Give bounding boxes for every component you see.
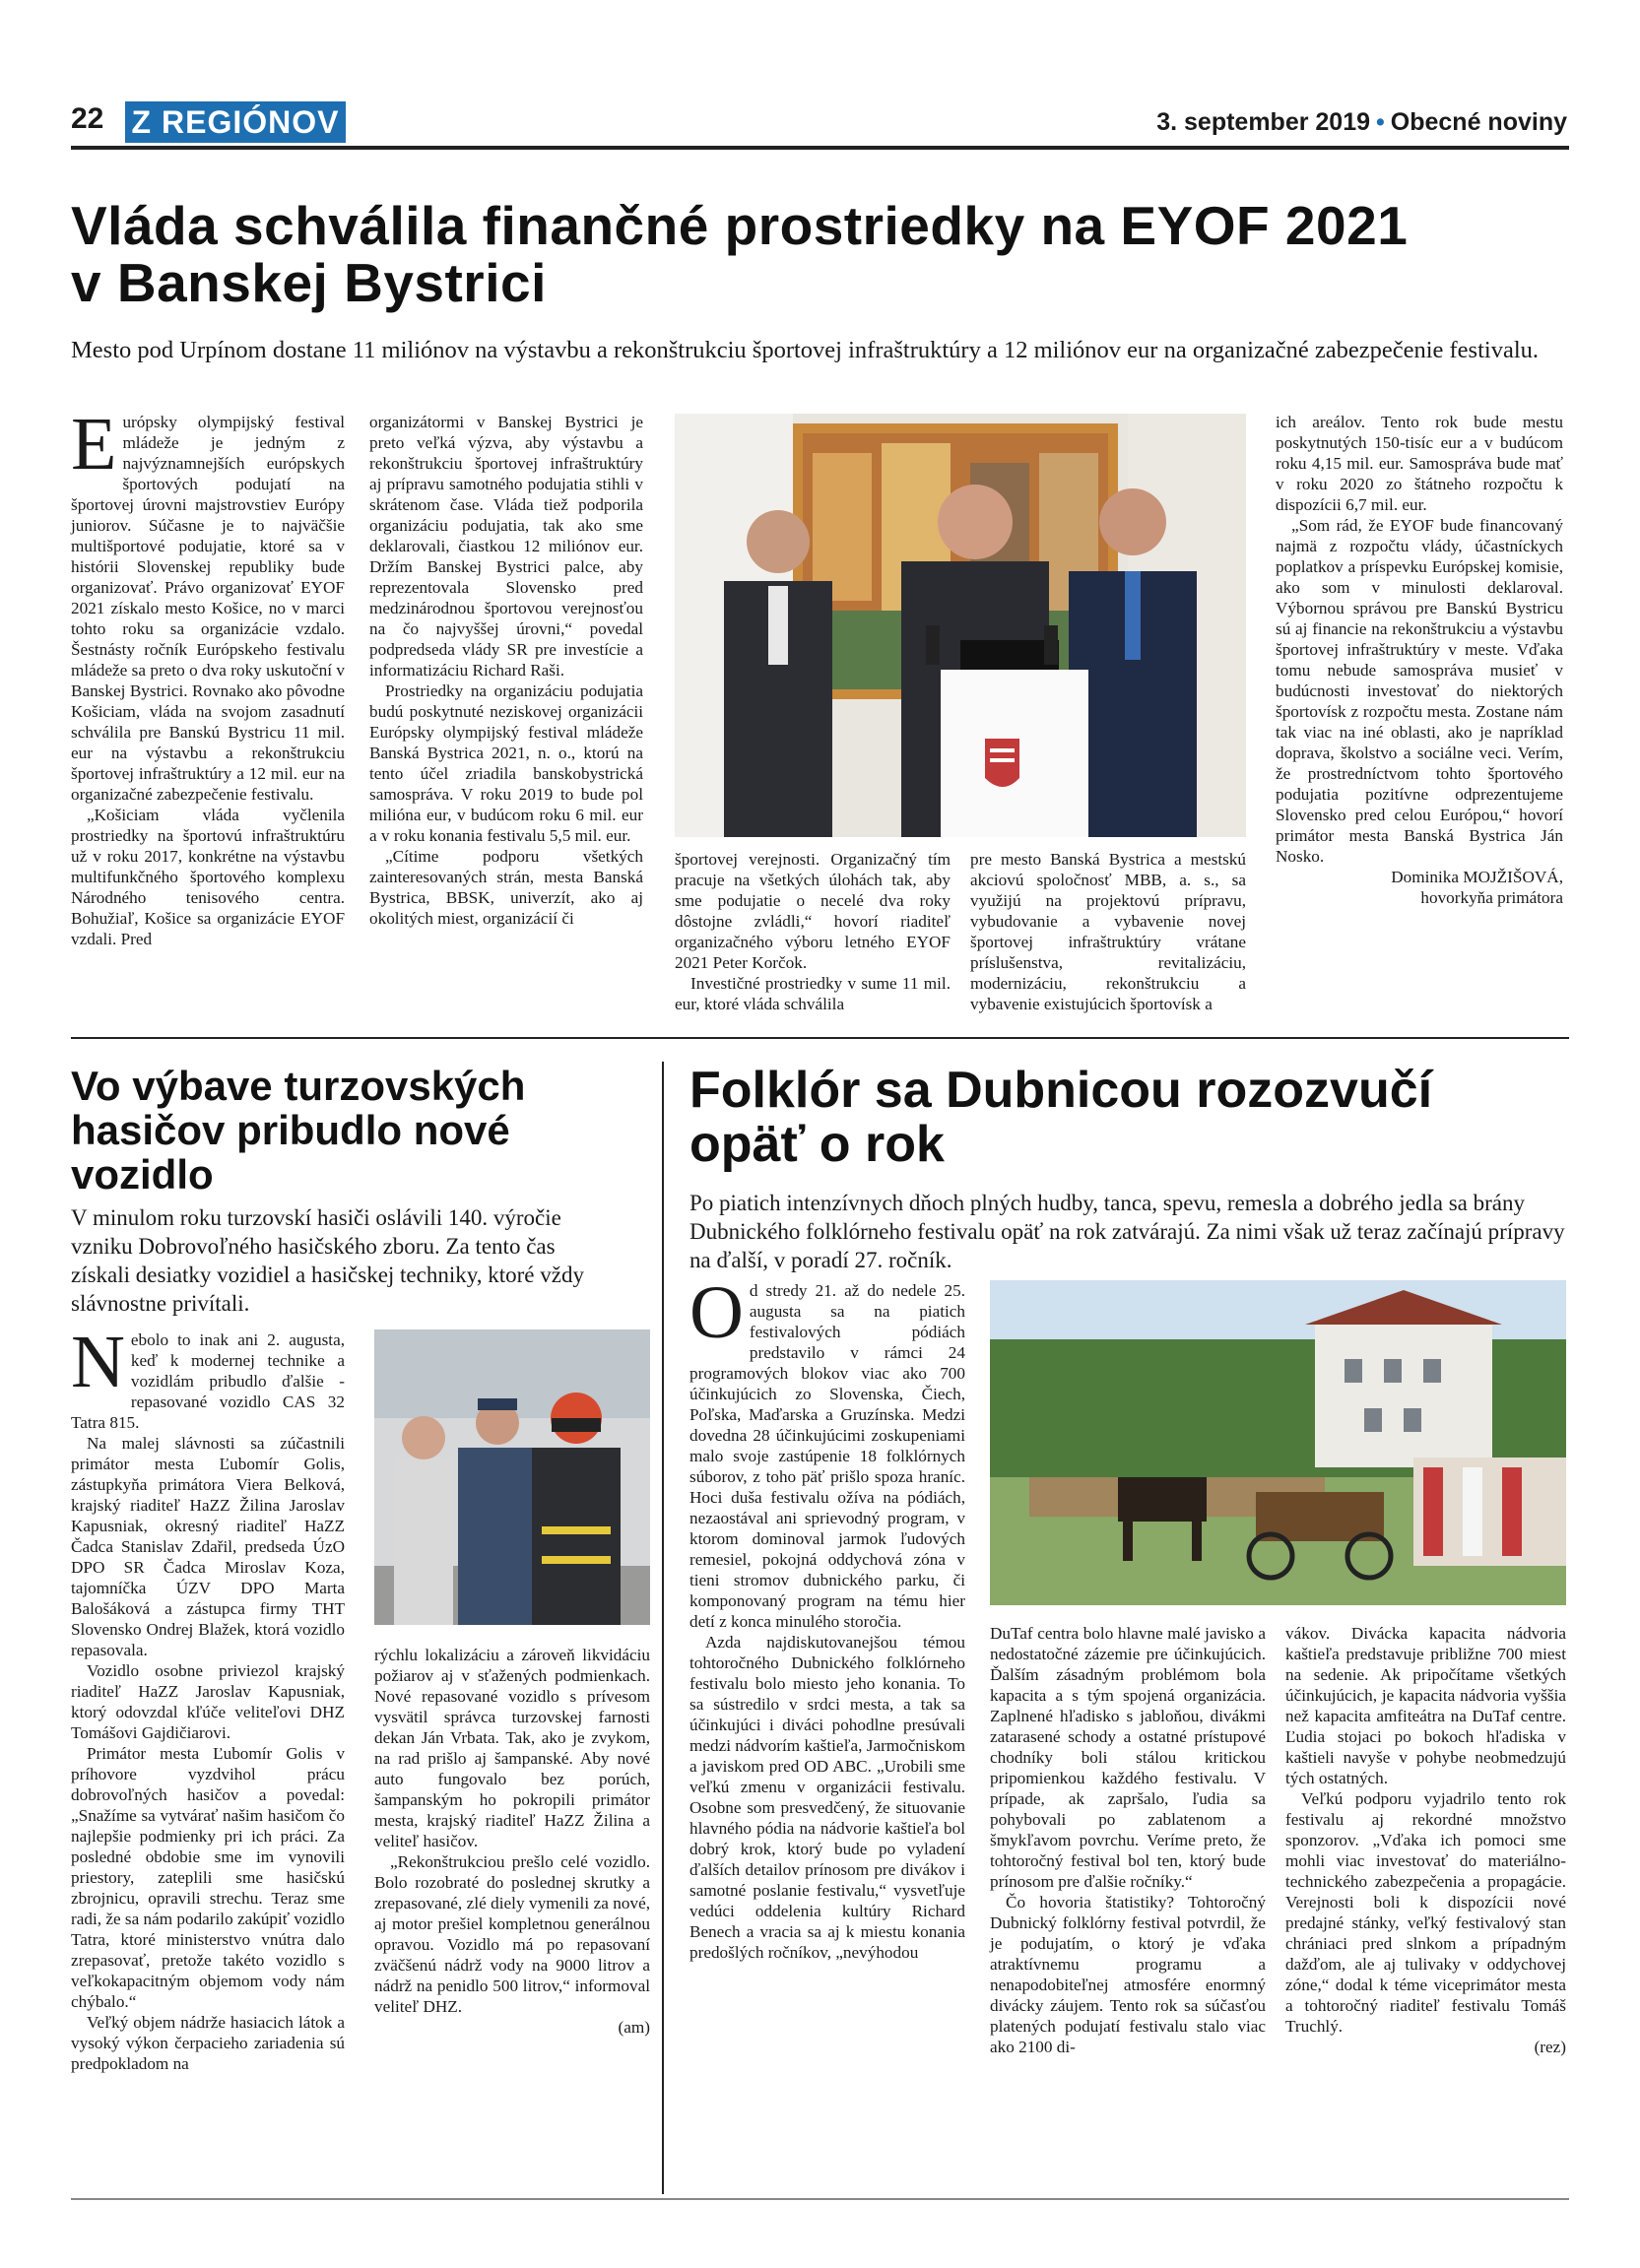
paragraph: Čo hovoria štatistiky? Tohtoročný Dubnický folklórny festival potvrdil, že je podujatím, o ktorý je vďaka atraktívnemu programu a nenapodobiteľnej atmosfére enormný divácky záujem. Tento rok sa súčasťou platených podujatí festivalu stalo viac ako 2100 di- — [990, 1893, 1266, 2056]
dropcap: E — [71, 403, 117, 486]
section-label: Z REGIÓNOV — [125, 101, 346, 143]
paragraph: Investičné prostriedky v sume 11 mil. eur, ktoré vláda schválila — [675, 974, 951, 1013]
article1-column-1 — [71, 403, 345, 949]
paragraph: ebolo to inak ani 2. augusta, keď k modernej technike a vozidlám pribudlo ďalšie - repasované vozidlo CAS 32 Tatra 815. — [71, 1330, 345, 1432]
article3-lead: Po piatich intenzívnych dňoch plných hudby, tanca, spevu, remesla a dobrého jedla sa brány Dubnického folklórneho festivalu opäť na rok zatvárajú. Za nimi však už teraz začínajú prípravy na ďalší, v poradí 27. ročník. — [689, 1191, 1565, 1272]
paragraph: „Som rád, že EYOF bude financovaný najmä z rozpočtu vlády, účastníckych poplatkov a príspevku Európskej komisie, ako som v minulosti deklaroval. Výbornou správou pre Banskú Bystricu sú aj financie na rekonštrukciu a výstavbu športovej infraštruktúry v meste. Vďaka tomu nebude samospráva musieť v budúcnosti investovať do niektorých športovísk z rozpočtu mesta. Zostane nám tak viac na iné oblasti, ako je napríklad doprava, školstvo a sociálne veci. Verím, že prostredníctvom tohto športového podujatia pozitívne odprezentujeme Slovensko pred celou Európou,“ hovorí primátor mesta Banská Bystrica Ján Nosko. — [1276, 516, 1563, 866]
paragraph: Na malej slávnosti sa zúčastnili primátor mesta Ľubomír Golis, zástupkyňa primátora Viera Belková, krajský riaditeľ HaZZ Žilina Jaroslav Kapusniak, okresný riaditeľ HaZZ Čadca Stanislav Zdařil, predseda ÚzO DPO SR Čadca Miroslav Koza, tajomníčka ÚZV DPO Marta Balošáková a zástupca firmy THT Slovensko Ondrej Blažek, ktorá vozidlo repasovala. — [71, 1434, 345, 1659]
paragraph: športovej verejnosti. Organizačný tím pracuje na všetkých úlohách tak, aby sme podujatie o necelé dva roky dôstojne zvládli,“ hovorí riaditeľ organizačného výboru letného EYOF 2021 Peter Korčok. — [675, 850, 951, 972]
footer-rule — [71, 2198, 1569, 2200]
paragraph: Vozidlo osobne priviezol krajský riaditeľ HaZZ Jaroslav Kapusniak, ktorý odovzdal kľúče veliteľovi DHZ Tomášovi Gajdičiarovi. — [71, 1661, 345, 1742]
page-number: 22 — [71, 102, 104, 135]
paragraph: urópsky olympijský festival mládeže je jedným z najvýznamnejších európskych športových podujatí na športovej úrovni majstrovstiev Európy juniorov. Súčasne je to najväčšie multišportové podujatie, ktoré sa v histórii Slovenskej republiky bude organizovať. Právo organizovať EYOF 2021 získalo mesto Košice, no v marci tohto roku sa organizácie vzdalo. Šestnásty ročník Európskeho festivalu mládeže sa preto o dva roky uskutoční v Banskej Bystrici. Rovnako ako pôvodne Košiciam, vláda na svojom zasadnutí schválila pre Banskú Bystricu 11 mil. eur na výstavbu a rekonštrukciu športovej infraštruktúry a 12 mil. eur na organizačné zabezpečenie festivalu. — [71, 413, 345, 804]
article1-column-2 — [369, 412, 643, 929]
article1-column-5 — [1276, 412, 1563, 908]
author-role: hovorkyňa primátora — [1420, 888, 1563, 907]
paragraph: organizátormi v Banskej Bystrici je preto veľká výzva, aby výstavbu a rekonštrukciu športovej infraštruktúry aj prípravu samotného podujatia stihli v skrátenom čase. Vláda tiež podporila organizáciu podujatia, tak ako sme deklarovali, čiastkou 12 miliónov eur. Držím Banskej Bystrici palce, aby reprezentovala Slovensko pred medzinárodnou športovou verejnosťou na čo najvyššej úrovni,“ povedal podpredseda vlády SR pre investície a informatizáciu Richard Raši. — [369, 413, 643, 680]
paragraph: d stredy 21. až do nedele 25. augusta sa na piatich festivalových pódiách predstavilo v rámci 24 programových blokov viac ako 700 účinkujúcich zo Slovenska, Čiech, Poľska, Maďarska a Gruzínska. Medzi dovedna 28 účinkujúcimi zoskupeniami malo svoje zastúpenie 18 folklórnych súborov, z toho päť prišlo spoza hraníc. Hoci duša festivalu ožíva na pódiách, nezaostával ani sprievodný program, v ktorom dominoval jarmok ľudových remesiel, pokojná oddychová zóna v tieni stromov dubnického parku, či komponovaný program na tému hier detí z konca minulého storočia. — [689, 1281, 965, 1631]
article3-column-3 — [1285, 1623, 1566, 2057]
article2-title: Vo výbave turzovských hasičov pribudlo nové vozidlo — [71, 1063, 526, 1198]
dropcap: N — [71, 1321, 125, 1403]
paragraph: vákov. Divácka kapacita nádvoria kaštieľa predstavuje približne 700 miest na sedenie. Ak pripočítame všetkých účinkujúcich, je kapacita nádvoria vyššia než kapacita amfiteátra na DuTaf centre. Ľudia stojaci po bokoch hľadiska v kaštieli navyše v pohybe neobmedzujú tých ostatných. — [1285, 1624, 1566, 1787]
author-signature: (rez) — [1534, 2038, 1566, 2056]
issue-info — [1156, 108, 1567, 137]
paragraph: Primátor mesta Ľubomír Golis v príhovore vyzdvihol prácu dobrovoľných hasičov a povedal: „Snažíme sa vytvárať našim hasičom čo najlepšie podmienky pri ich práci. Za posledné obdobie sme im vynovili priestory, zateplili sme hasičskú zbrojnicu, opravili strechu. Teraz sme radi, že sa nám podarilo zakúpiť vozidlo Tatra, ktoré ministerstvo vnútra dalo zrepasovať, pretože takéto vozidlo s veľkokapacitným objemom vody nám chýbalo.“ — [71, 1744, 345, 2011]
column-divider — [662, 1062, 664, 2194]
article1-title-line2: v Banskej Bystrici — [71, 252, 547, 313]
paragraph: pre mesto Banská Bystrica a mestskú akciovú spoločnosť MBB, a. s., sa využijú na projektovú prípravu, vybudovanie a vybavenie novej športovej infraštruktúry vrátane príslušenstva, revitalizáciu, modernizáciu, rekonštrukciu a vybavenie existujúcich športovísk a — [970, 850, 1246, 1013]
paragraph: Azda najdiskutovanejšou témou tohtoročného Dubnického folklórneho festivalu bolo miesto jeho konania. To sa sústredilo v srdci mesta, a tak sa účinkujúci i diváci pohodlne presúvali medzi nádvorím kaštieľa, Jarmočniskom a javiskom pred OD ABC. „Urobili sme veľkú zmenu v organizácii festivalu. Osobne som presvedčený, že situovanie hlavného pódia na nádvorie kaštieľa bol dobrý krok, ktorý bude po vyladení ďalších detailov prínosom pre divákov i samotné poslanie festivalu,“ vysvetľuje vedúci oddelenia kultúry Richard Benech a vracia sa aj k miestu konania predošlých ročníkov, „nevýhodou — [689, 1633, 966, 1962]
article1-column-4 — [970, 849, 1246, 1014]
article-divider — [71, 1037, 1569, 1039]
article3-column-1 — [689, 1271, 966, 1963]
paragraph: Prostriedky na organizáciu podujatia budú poskytnuté neziskovej organizácii Európsky olympijský festival mládeže Banská Bystrica 2021, n. o., ktorú na tento účel zriadila banskobystrická samospráva. V roku 2019 to bude pol milióna eur, v budúcom roku 6 mil. eur a v roku konania festivalu 5,5 mil. eur. — [369, 681, 643, 845]
article1-lead: Mesto pod Urpínom dostane 11 miliónov na výstavbu a rekonštrukciu športovej infraštruktúry a 12 miliónov eur na organizačné zabezpečenie festivalu. — [71, 337, 1540, 363]
dropcap: O — [689, 1271, 744, 1354]
author-signature: (am) — [618, 2018, 650, 2037]
author-signature: Dominika MOJŽIŠOVÁ, — [1391, 868, 1563, 886]
bullet-separator: • — [1376, 108, 1385, 136]
press-conference-photo — [675, 414, 1246, 837]
paragraph: DuTaf centra bolo hlavne malé javisko a nedostatočné zázemie pre účinkujúcich. Ďalším zásadným problémom bola kapacita a s tým spojená organizácia. Zaplnené hľadisko s jabloňou, divákmi zatarasené schody a ostatné prístupové chodníky boli stálou kritickou pripomienkou každého festivalu. V prípade, ak zapršalo, ľudia sa pohybovali po zablatenom a šmykľavom povrchu. Veríme preto, že tohtoročný festival bol ten, ktorý bude prínosom pre ďalšie ročníky.“ — [990, 1624, 1266, 1891]
header-rule — [71, 146, 1569, 150]
paragraph: „Košiciam vláda vyčlenila prostriedky na športovú infraštruktúru už v roku 2017, konkrétne na výstavbu multifunkčného športového komplexu Národného tenisového centra. Bohužiaľ, Košice sa organizácie EYOF vzdali. Pred — [71, 806, 345, 948]
article3-column-2 — [990, 1623, 1266, 2057]
issue-date: 3. september 2019 — [1156, 108, 1371, 136]
paragraph: „Rekonštrukciou prešlo celé vozidlo. Bolo rozobraté do poslednej skrutky a zrepasované, zlé diely vymenili za nové, aj motor prešiel kompletnou generálnou opravou. Vozidlo má po repasovaní zväčšenú nádrž vody na 9000 litrov a nádrž na penidlo 500 litrov,“ informoval veliteľ DHZ. — [374, 1852, 650, 2016]
paragraph: „Cítime podporu všetkých zainteresovaných strán, mesta Banská Bystrica, BBSK, univerzít, ako aj okolitých miest, organizácií či — [369, 847, 643, 928]
article1-title-line1: Vláda schválila finančné prostriedky na EYOF 2021 — [71, 195, 1409, 256]
article2-column-1 — [71, 1321, 345, 2074]
firefighters-photo — [374, 1329, 650, 1625]
article2-lead: V minulom roku turzovskí hasiči oslávili 140. výročie vzniku Dobrovoľného hasičského zboru. Za tento čas získali desiatky vozidiel a hasičskej techniky, ktoré vždy slávnostne privítali. — [71, 1205, 584, 1316]
article1-column-3 — [675, 849, 951, 1014]
paragraph: Veľkú podporu vyjadrilo tento rok festivalu aj rekordné množstvo sponzorov. „Vďaka ich pomoci sme mohli viac investovať do materiálno-technického zabezpečenia a propagácie. Verejnosti boli k dispozícii nové predajné stánky, veľký festivalový stan chrániaci pred slnkom a prípadným dažďom, ale aj tulivaky v oddychovej zóne,“ dodal k téme viceprimátor mesta a tohtoročný riaditeľ festivalu Tomáš Truchlý. — [1285, 1789, 1566, 2036]
paragraph: rýchlu lokalizáciu a zároveň likvidáciu požiarov aj v sťažených podmienkach. Nové repasované vozidlo s prívesom vysvätil správca turzovskej farnosti dekan Ján Vrbata. Tak, ako je zvykom, na rad prišlo aj šampanské. Aby nové auto fungovalo bez porúch, šampanským ho pokropili primátor mesta, krajský riaditeľ HaZZ Žilina a veliteľ hasičov. — [374, 1646, 650, 1850]
publication-name: Obecné noviny — [1390, 108, 1567, 136]
paragraph: Veľký objem nádrže hasiacich látok a vysoký výkon čerpacieho zariadenia sú predpokladom na — [71, 2013, 345, 2073]
festival-photo — [990, 1280, 1566, 1605]
paragraph: ich areálov. Tento rok bude mestu poskytnutých 150-tisíc eur a v budúcom roku 4,15 mil. eur. Samospráva bude mať v roku 2020 zo štátneho rozpočtu k dispozícii 6,7 mil. eur. — [1276, 413, 1563, 514]
article3-title: Folklór sa Dubnicou rozozvučí opäť o rok — [689, 1062, 1433, 1173]
article2-column-2 — [374, 1645, 650, 2038]
article1-title — [71, 197, 1568, 311]
